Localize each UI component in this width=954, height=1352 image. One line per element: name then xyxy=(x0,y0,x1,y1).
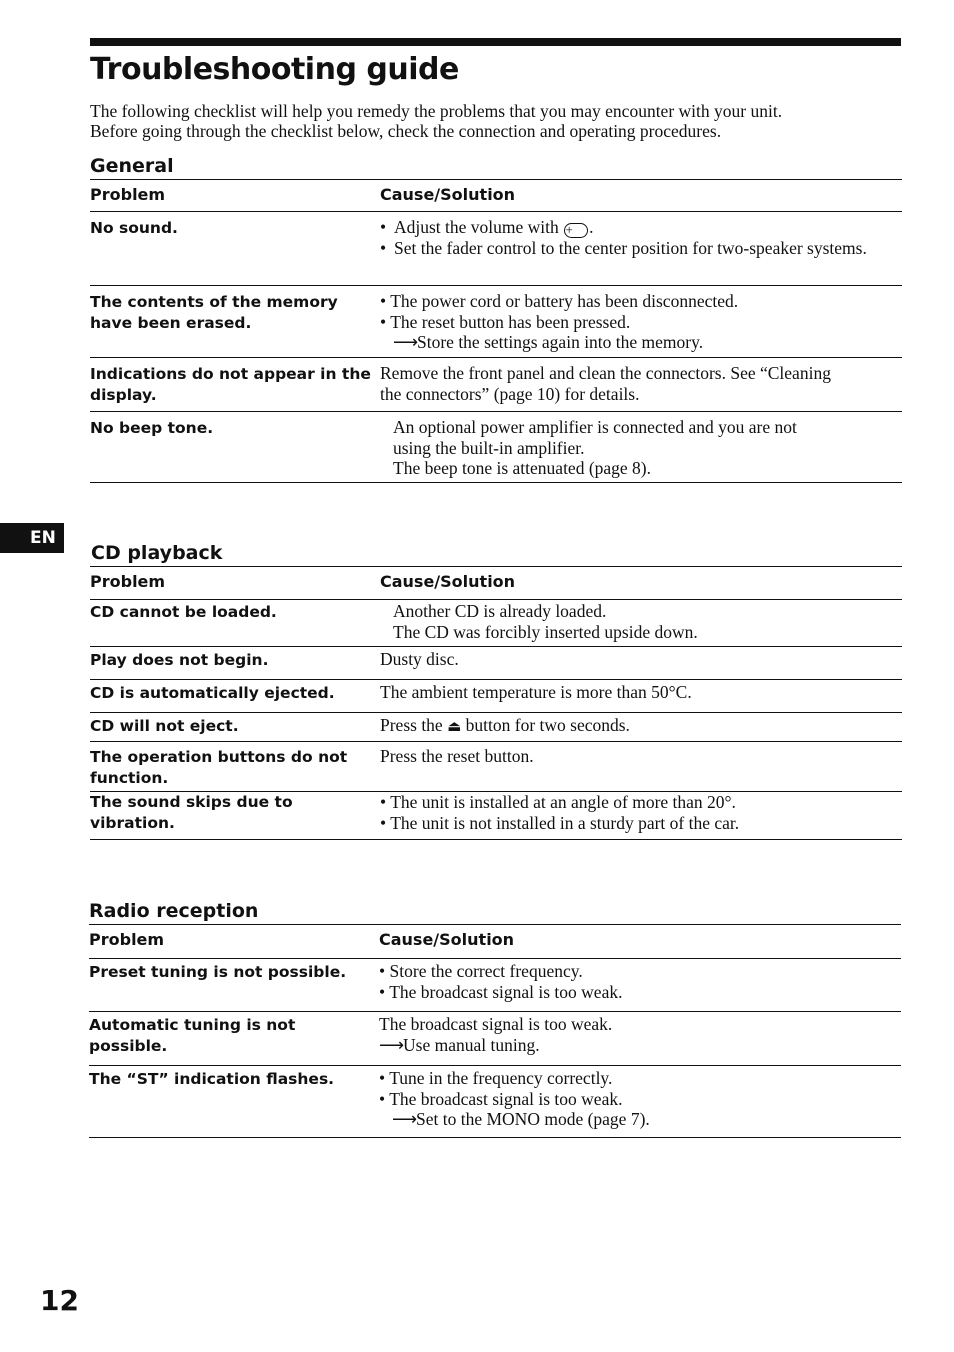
volume-plus-icon: + xyxy=(564,223,588,238)
problem-cell: The sound skips due to vibration. xyxy=(90,793,293,832)
intro-line: The following checklist will help you remedy the problems that you may encounter with your unit. xyxy=(90,101,783,121)
solution-item: • The power cord or battery has been disconnected. xyxy=(380,291,739,311)
title-rule xyxy=(90,38,901,46)
section-general xyxy=(90,153,902,483)
solution-item: • Store the correct frequency. xyxy=(379,961,583,981)
solution-cell: Another CD is already loaded. The CD was forcibly inserted upside down. xyxy=(393,601,698,642)
table-row xyxy=(90,412,902,483)
solution-item: • Tune in the frequency correctly. xyxy=(379,1068,613,1088)
section-cd-playback xyxy=(90,540,902,840)
problem-cell: Automatic tuning is not possible. xyxy=(89,1016,296,1055)
table-row xyxy=(90,742,902,792)
header-problem: Problem xyxy=(89,930,165,949)
problem-cell: CD will not eject. xyxy=(90,717,239,735)
table-header xyxy=(90,180,902,212)
header-problem: Problem xyxy=(90,572,166,591)
section-title: General xyxy=(90,155,174,177)
solution-cell xyxy=(380,286,902,357)
section-title: CD playback xyxy=(91,542,223,564)
problem-cell: No sound. xyxy=(90,219,178,237)
solution-item: ⟶Store the settings again into the memory. xyxy=(393,332,704,352)
problem-cell: The “ST” indication flashes. xyxy=(89,1070,335,1088)
general-table xyxy=(90,179,902,483)
page-title: Troubleshooting guide xyxy=(90,52,459,87)
table-row xyxy=(89,1066,901,1138)
solution-item: • Set the fader control to the center position for two-speaker systems. xyxy=(380,238,867,258)
cd-table xyxy=(90,566,902,840)
table-row xyxy=(90,680,902,713)
problem-cell: Play does not begin. xyxy=(90,651,269,669)
problem-cell: The operation buttons do not function. xyxy=(90,748,348,787)
section-radio-reception xyxy=(89,898,901,1138)
table-row xyxy=(90,286,902,358)
header-solution: Cause/Solution xyxy=(379,930,515,949)
solution-cell: The ambient temperature is more than 50°C. xyxy=(380,682,692,702)
radio-table xyxy=(89,924,901,1138)
problem-cell: Preset tuning is not possible. xyxy=(89,963,347,981)
section-title: Radio reception xyxy=(89,900,259,922)
header-problem: Problem xyxy=(90,185,166,204)
table-row xyxy=(90,647,902,680)
problem-cell: CD is automatically ejected. xyxy=(90,684,335,702)
solution-cell xyxy=(379,959,901,1011)
solution-cell: • Tune in the frequency correctly. • The broadcast signal is too weak. ⟶Set to the MONO mode (page 7). xyxy=(379,1066,901,1137)
table-row xyxy=(90,358,902,412)
eject-icon: ⏏ xyxy=(447,717,462,735)
solution-cell xyxy=(380,212,902,285)
table-header xyxy=(90,567,902,600)
problem-cell: CD cannot be loaded. xyxy=(90,603,277,621)
table-row xyxy=(90,713,902,742)
solution-item: • The reset button has been pressed. xyxy=(380,311,631,332)
solution-item: • The unit is not installed in a sturdy part of the car. xyxy=(380,812,740,833)
bullet: • xyxy=(380,238,387,258)
header-solution: Cause/Solution xyxy=(380,185,516,204)
solution-item: • The unit is installed at an angle of more than 20°. xyxy=(380,792,736,812)
intro-text xyxy=(90,101,901,141)
arrow-icon: ⟶ xyxy=(379,1034,405,1055)
table-row xyxy=(89,959,901,1012)
page-number: 12 xyxy=(40,1284,79,1317)
solution-cell: The broadcast signal is too weak. ⟶Use manual tuning. xyxy=(379,1014,613,1055)
arrow-icon: ⟶ xyxy=(392,1109,418,1129)
problem-cell: Indications do not appear in the display. xyxy=(90,365,371,404)
header-solution: Cause/Solution xyxy=(380,572,516,591)
problem-cell: No beep tone. xyxy=(90,419,214,437)
table-row xyxy=(90,212,902,286)
language-tab: EN xyxy=(0,523,64,553)
solution-cell: Dusty disc. xyxy=(380,649,459,669)
table-row xyxy=(90,792,902,840)
solution-item: • Adjust the volume with + . xyxy=(380,217,594,237)
solution-item: • The broadcast signal is too weak. xyxy=(379,981,623,1002)
problem-cell: The contents of the memory have been erased. xyxy=(90,293,338,332)
table-row xyxy=(90,600,902,647)
solution-cell: Press the reset button. xyxy=(380,746,534,766)
arrow-icon: ⟶ xyxy=(393,332,419,352)
table-row xyxy=(89,1012,901,1066)
table-header xyxy=(89,925,901,959)
solution-cell: Press the ⏏ button for two seconds. xyxy=(380,715,630,735)
solution-item: • The broadcast signal is too weak. xyxy=(379,1088,623,1109)
intro-line: Before going through the checklist below, check the connection and operating procedures. xyxy=(90,121,722,141)
solution-cell: Remove the front panel and clean the connectors. See “Cleaning the connectors” (page 10) for details. xyxy=(380,363,831,404)
solution-cell xyxy=(380,792,902,839)
solution-cell: An optional power amplifier is connected and you are not using the built-in amplifier. The beep tone is attenuated (page 8). xyxy=(393,417,797,478)
bullet: • xyxy=(380,217,387,237)
